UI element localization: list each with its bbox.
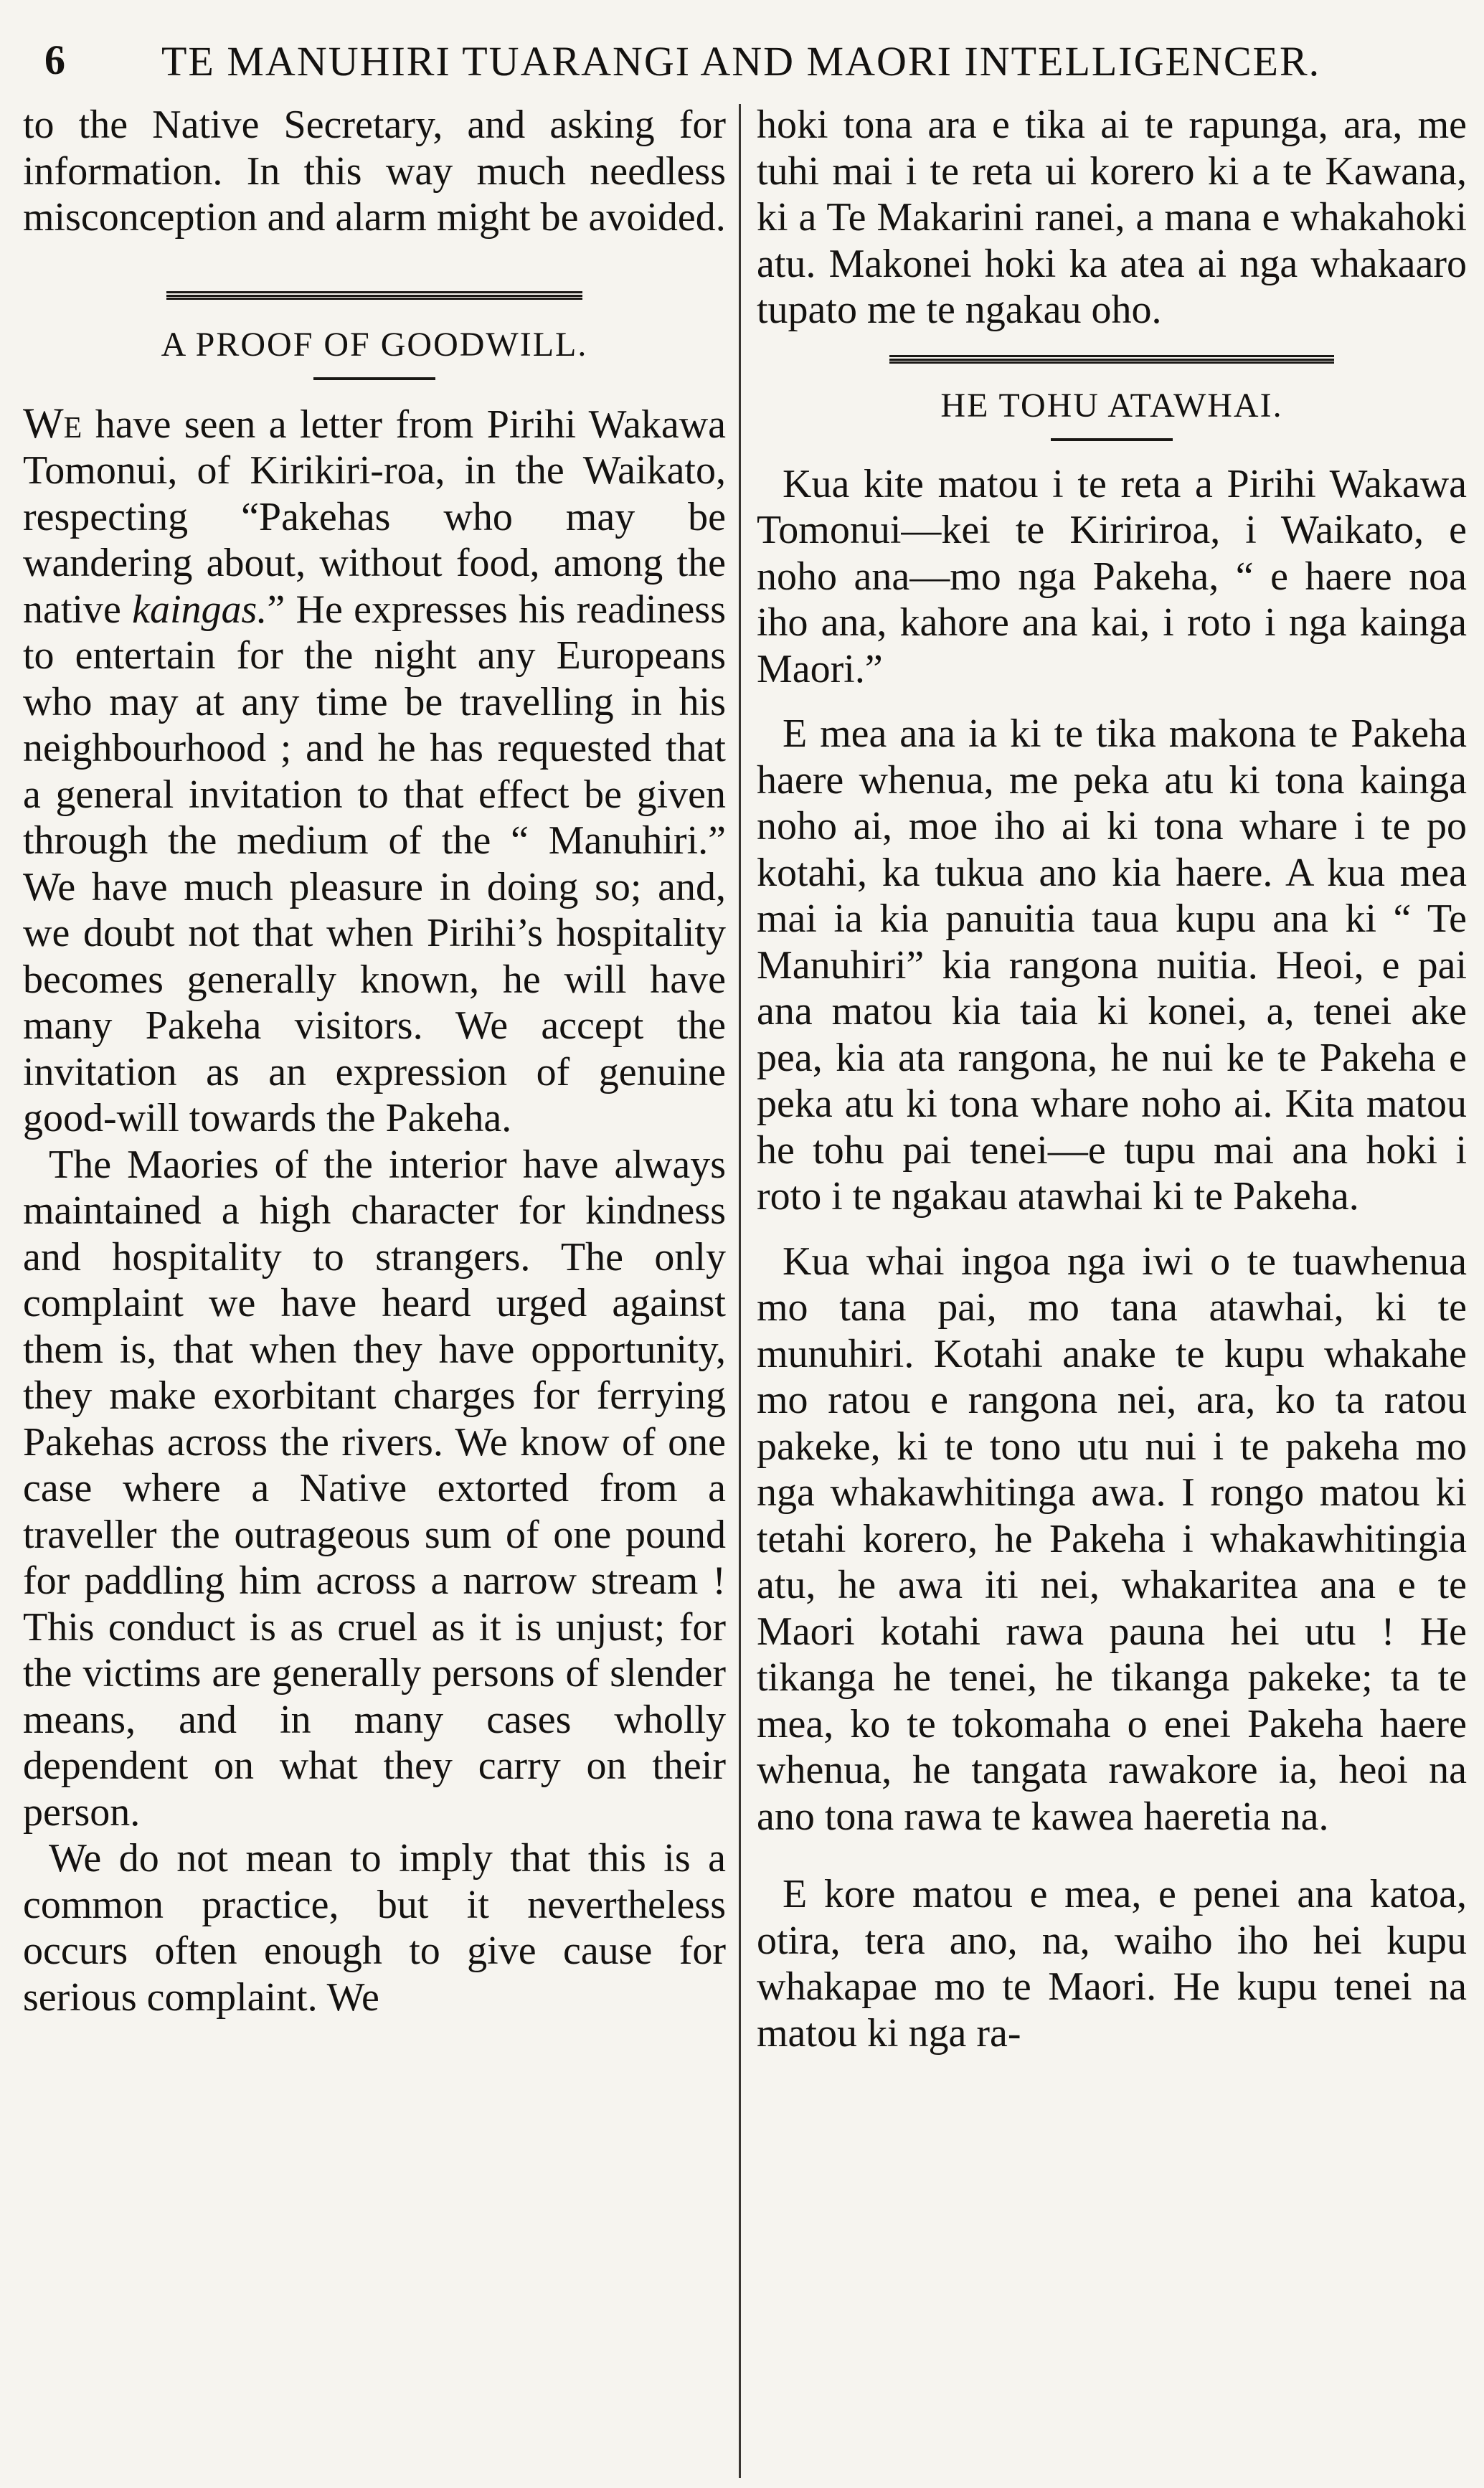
paragraph-1-text-a: have seen a letter from Pirihi Wakawa Tomonui, of Kirikiri-roa, in the Waikato, respecting “Pakehas who may be wandering about, without food, among the native [23,402,726,632]
article-paragraph-1 [23,400,726,1142]
paragraph-1-text-b: ” He expresses his readiness to entertain for the night any Europeans who may at any time be travelling in his neighbourhood ; and he has requested that a general invitation to that effect be given through the medium of the “ Manuhiri.” We have much pleasure in doing so; and, we doubt not that when Pirihi’s hospitality becomes generally known, he will have many Pakeha visitors. We accept the invitation as an expression of genuine good-will towards the Pakeha. [23,587,726,1140]
page-header [29,29,1456,100]
article-paragraph-3: We do not mean to imply that this is a common practice, but it nevertheless occurs often enough to give cause for serious complaint. We [23,1836,726,2020]
section-rule [166,291,582,300]
continued-paragraph-maori: hoki tona ara e tika ai te rapunga, ara, me tuhi mai i te reta ui korero ki a te Kawana, ki a Te Makarini ranei, a mana e whakahoki atu. Makonei hoki ka atea ai nga whakaaro tupato me te ngakau oho. [757,103,1467,332]
article-heading-maori: HE TOHU ATAWHAI. [940,386,1283,425]
article-paragraph-2: The Maories of the interior have always maintained a high character for kindness and hospitality to strangers. The only complaint we have heard urged against them is, that when they have opportunity, they make exorbitant charges for ferrying Pakehas across the rivers. We know of one case where a Native extorted from a traveller the outrageous sum of one pound for paddling him across a narrow stream ! This conduct is as cruel as it is unjust; for the victims are generally persons of slender means, and in many cases wholly dependent on what they carry on their person. [23,1142,726,1835]
maori-paragraph-3: Kua whai ingoa nga iwi o te tuawhenua mo tana pai, mo tana atawhai, ki te munuhiri. Kotahi anake te kupu whakahe mo ratou e rangona nei, ara, ko ta ratou pakeke, ki te tono utu nui i te pakeha mo nga whakawhitinga awa. I rongo matou ki tetahi korero, he Pakeha i whakawhitingia atu, he awa iti nei, whakaritea ana e te Maori kotahi rawa pauna hei utu ! He tikanga he tenei, he tikanga pakeke; ta te mea, ko te tokomaha o enei Pakeha haere whenua, he tangata rawakore ia, heoi na ano tona rawa te kawea haeretia na. [757,1239,1467,1839]
maori-column [757,102,1467,2469]
heading-underline-maori [1051,438,1173,441]
lead-word: We [23,399,82,447]
english-column [23,102,726,2469]
continued-paragraph: to the Native Secretary, and asking for information. In this way much needless misconception and alarm might be avoided. [23,103,726,240]
page-number: 6 [44,37,65,83]
maori-paragraph-4: E kore matou e mea, e penei ana katoa, otira, tera ano, na, waiho iho hei kupu whakapae mo te Maori. He kupu tenei na matou ki nga ra- [757,1872,1467,2056]
paragraph-1-italic: kaingas. [132,587,268,632]
section-rule-maori [889,355,1334,364]
article-heading: A PROOF OF GOODWILL. [161,325,588,364]
maori-paragraph-2: E mea ana ia ki te tika makona te Pakeha haere whenua, me peka atu ki tona kainga noho ai, moe iho ai ki tona whare i te po kotahi, ka tukua ano kia haere. A kua mea mai ia kia panuitia taua kupu ana ki “ Te Manuhiri” kia rangona nuitia. Heoi, e pai ana matou kia taia ki konei, a, tenei ake pea, kia ata rangona, he nui ke te Pakeha e peka atu ki tona whare noho ai. Kita matou he tohu pai tenei—e tupu mai ana hoki i roto i te ngakau atawhai ki te Pakeha. [757,711,1467,1219]
maori-paragraph-1: Kua kite matou i te reta a Pirihi Wakawa Tomonui—kei te Kiririroa, i Waikato, e noho ana—mo nga Pakeha, “ e haere noa iho ana, kahore ana kai, i roto i nga kainga Maori.” [757,461,1467,691]
column-divider [739,104,741,2478]
heading-underline [313,377,435,380]
running-title: TE MANUHIRI TUARANGI AND MAORI INTELLIGENCER. [161,38,1321,85]
